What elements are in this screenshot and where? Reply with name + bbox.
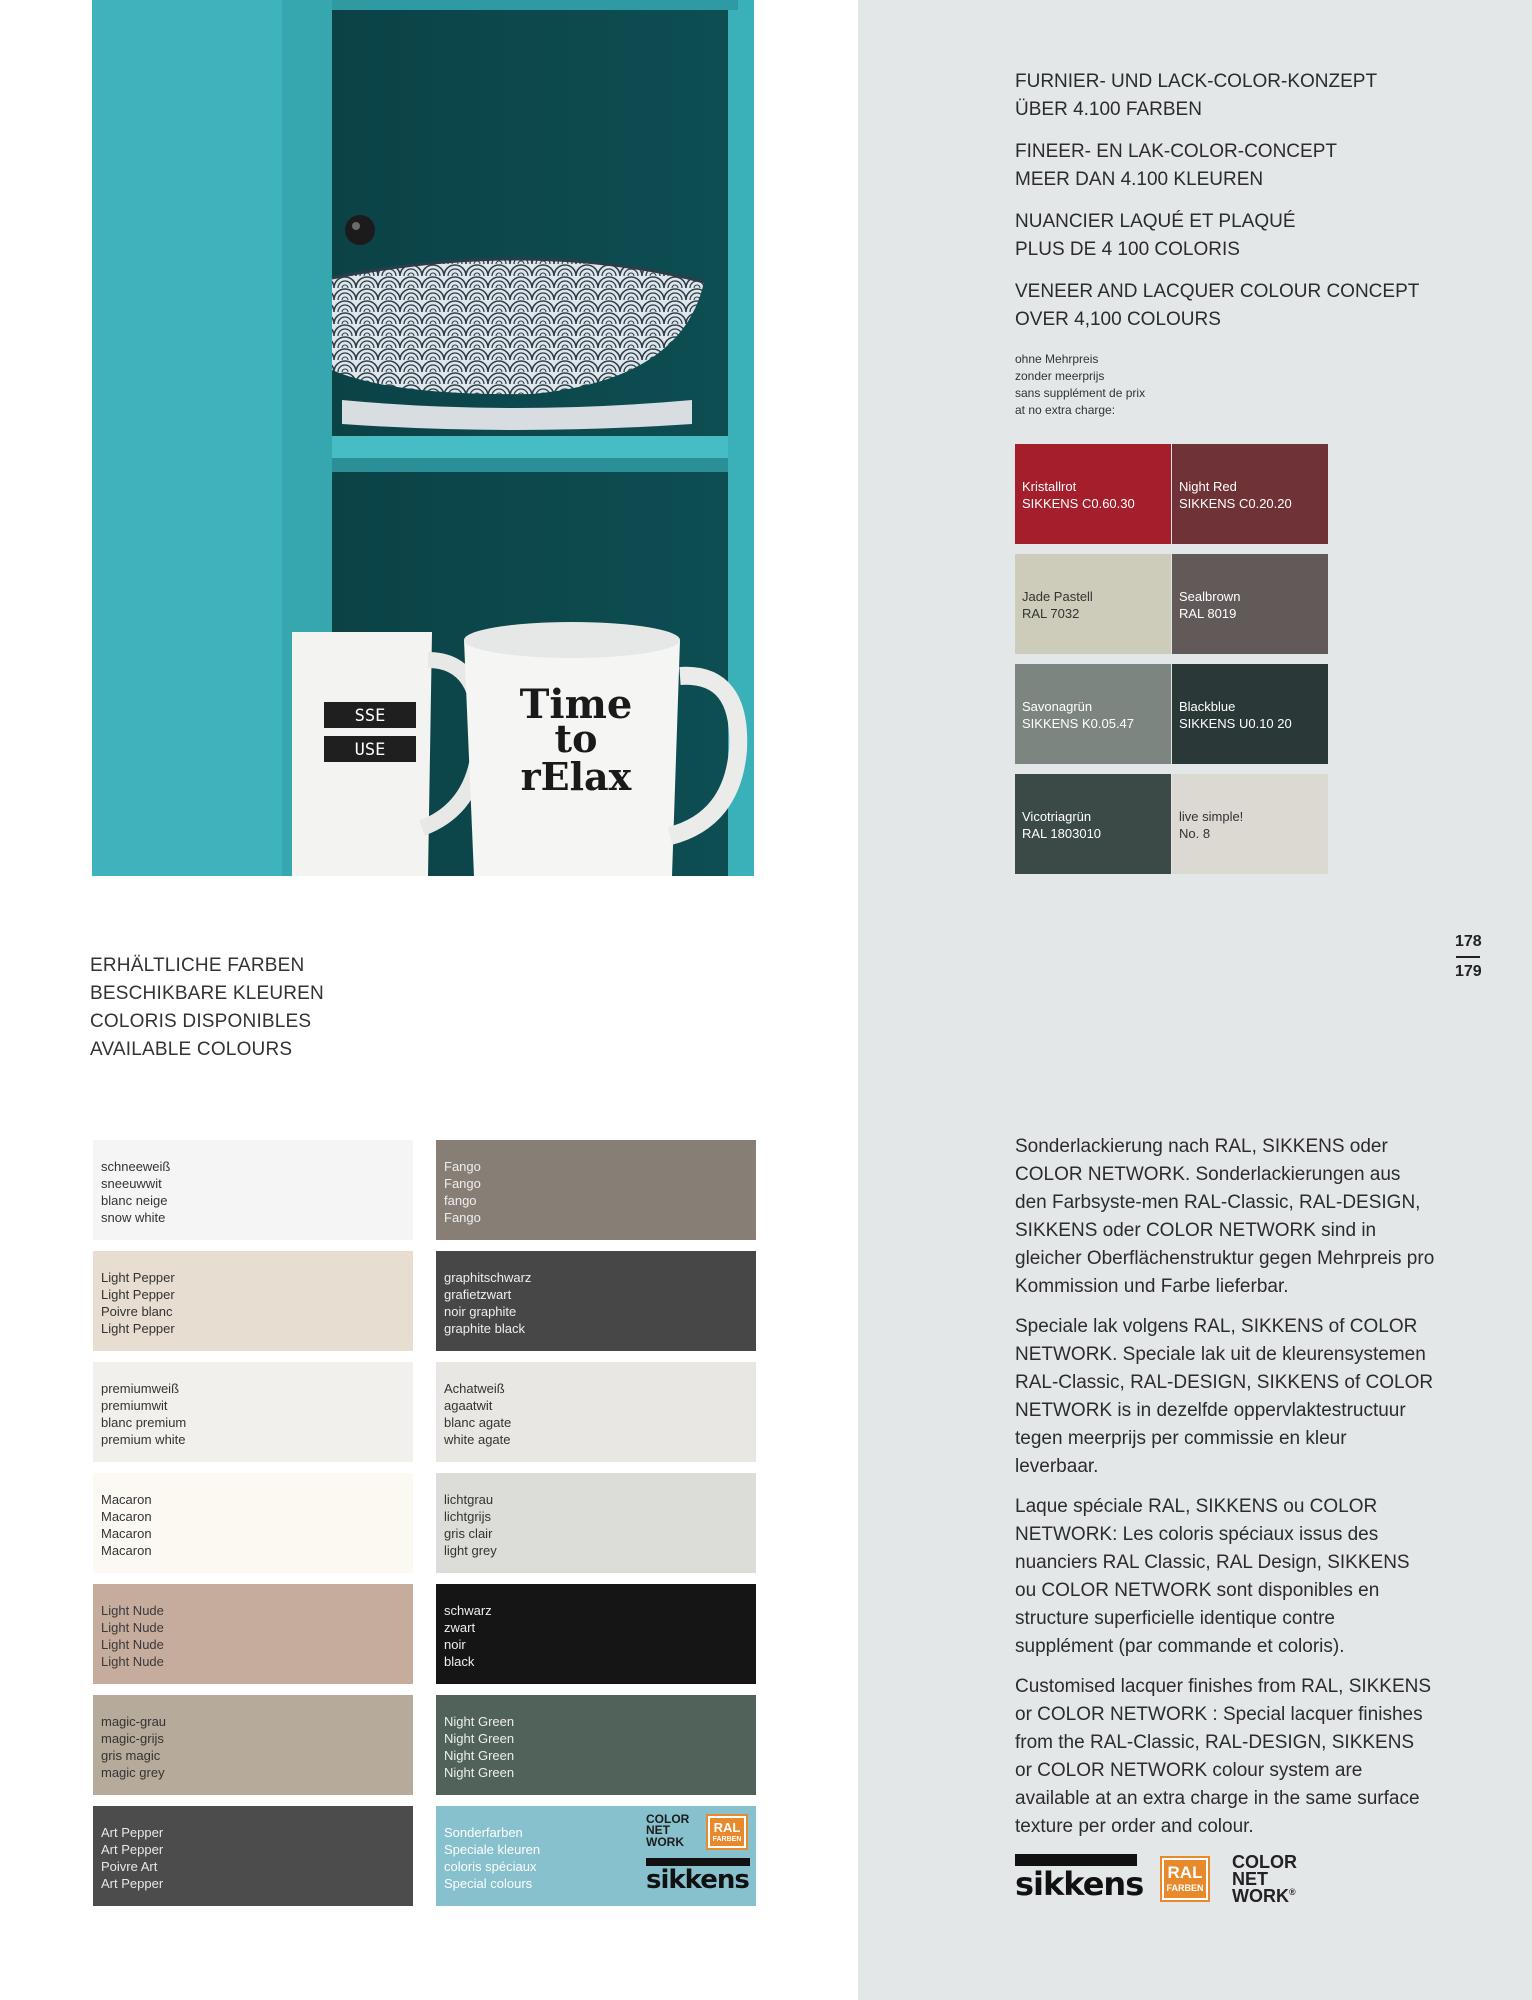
colour-tile	[1172, 444, 1328, 544]
heading-line-fr: COLORIS DISPONIBLES	[90, 1011, 312, 1032]
swatch-label-line: lichtgrijs	[444, 1509, 491, 1524]
tile-name: Kristallrot	[1022, 479, 1077, 494]
ral-small-logo: RAL FARBEN	[708, 1816, 746, 1848]
swatch-label-line: Achatweiß	[444, 1381, 505, 1396]
colour-tile	[1015, 444, 1171, 544]
heading-line-de: ERHÄLTLICHE FARBEN	[90, 955, 305, 976]
swatch-label-line: sneeuwwit	[101, 1176, 162, 1191]
available-colours-heading	[90, 952, 324, 1064]
swatch-label-line: gris magic	[101, 1748, 161, 1763]
swatch-label-line: Art Pepper	[101, 1876, 164, 1891]
swatch-label-line: lichtgrau	[444, 1492, 494, 1507]
heading-line-nl: BESCHIKBARE KLEUREN	[90, 983, 324, 1004]
swatch-label-line: magic grey	[101, 1765, 165, 1780]
swatch-label-line: white agate	[444, 1432, 511, 1447]
right-swatch	[436, 1695, 756, 1795]
swatch-label-line: Night Green	[444, 1748, 515, 1763]
swatch-label-line: black	[444, 1654, 475, 1669]
tile-code: RAL 1803010	[1022, 826, 1102, 841]
tile-code: SIKKENS C0.60.30	[1022, 496, 1135, 511]
swatch-label-line: schwarz	[444, 1603, 492, 1618]
concept-line: FINEER- EN LAK-COLOR-CONCEPT	[1015, 141, 1337, 162]
right-swatch	[436, 1140, 756, 1240]
swatch-label-line: premiumweiß	[101, 1381, 180, 1396]
swatch-label-line: light grey	[444, 1543, 497, 1558]
swatch-label-line: Poivre Art	[101, 1859, 158, 1874]
tile-code: RAL 7032	[1022, 606, 1080, 621]
mug-back-text-1: SSE	[354, 706, 386, 726]
concept-line: NUANCIER LAQUÉ ET PLAQUÉ	[1015, 211, 1296, 232]
no-extra-charge-note	[1015, 351, 1145, 419]
concept-line: FURNIER- UND LACK-COLOR-KONZEPT	[1015, 71, 1378, 92]
right-swatch	[436, 1362, 756, 1462]
left-swatch	[93, 1362, 413, 1462]
mug-text-line-3: rElax	[520, 754, 632, 799]
sikkens-logo: sikkens	[1015, 1854, 1137, 1902]
swatch-label-line: coloris spéciaux	[444, 1859, 537, 1874]
colour-tile	[1172, 664, 1328, 764]
shelf-photo	[92, 0, 754, 876]
heading-line-en: AVAILABLE COLOURS	[90, 1039, 293, 1060]
concept-line: PLUS DE 4 100 COLORIS	[1015, 239, 1240, 260]
page-number-right: 179	[1455, 963, 1482, 980]
concept-group	[1015, 138, 1435, 194]
colour-tile	[1015, 774, 1171, 874]
swatch-label-line: Sonderfarben	[444, 1825, 523, 1840]
swatch-label-line: fango	[444, 1193, 477, 1208]
left-swatch	[93, 1806, 413, 1906]
concept-group	[1015, 68, 1435, 124]
swatch-label-line: Art Pepper	[101, 1825, 164, 1840]
special-lacquer-text	[1015, 1133, 1435, 1853]
page-number-left: 178	[1455, 933, 1482, 950]
swatch-label-line: Macaron	[101, 1543, 152, 1558]
left-swatch	[93, 1695, 413, 1795]
swatch-label-line: Light Pepper	[101, 1287, 175, 1302]
swatch-label-line: blanc premium	[101, 1415, 187, 1430]
shelf-illustration	[92, 0, 754, 876]
swatch-label-line: Special colours	[444, 1876, 533, 1891]
note-line-nl: zonder meerprijs	[1015, 369, 1105, 383]
colour-tile	[1015, 554, 1171, 654]
left-swatch	[93, 1140, 413, 1240]
swatch-label-line: gris clair	[444, 1526, 493, 1541]
tile-code: SIKKENS U0.10 20	[1179, 716, 1292, 731]
swatch-label-line: noir graphite	[444, 1304, 517, 1319]
right-swatch	[436, 1251, 756, 1351]
swatch-label-line: magic-grau	[101, 1714, 167, 1729]
mug-text-line-1: Time	[519, 681, 633, 728]
swatch-label-line: Night Green	[444, 1714, 515, 1729]
swatch-label-line: Art Pepper	[101, 1842, 164, 1857]
swatch-label-line: premiumwit	[101, 1398, 168, 1413]
paragraph-nl: Speciale lak volgens RAL, SIKKENS of COLOR NETWORK. Speciale lak uit de kleurensystemen RAL-Classic, RAL-DESIGN, SIKKENS of COLOR NETWORK is in dezelfde oppervlaktestructuur tegen meerprijs per commissie en kleur leverbaar.	[1015, 1316, 1434, 1477]
note-line-en: at no extra charge:	[1015, 403, 1116, 417]
tile-name: Vicotriagrün	[1022, 809, 1092, 824]
right-swatch	[436, 1473, 756, 1573]
tile-name: Blackblue	[1179, 699, 1236, 714]
swatch-label-line: agaatwit	[444, 1398, 493, 1413]
swatch-label-line: Night Green	[444, 1765, 515, 1780]
swatch-label-line: Macaron	[101, 1509, 152, 1524]
swatch-label-line: Light Nude	[101, 1603, 164, 1618]
paragraph-fr: Laque spéciale RAL, SIKKENS ou COLOR NETWORK: Les coloris spéciaux issus des nuanciers RAL Classic, RAL Design, SIKKENS ou COLOR NETWORK sont disponibles en structure superficielle identique contre supplément (par commande et coloris).	[1015, 1496, 1410, 1657]
colornetwork-small-logo: COLOR NET WORK	[646, 1812, 690, 1849]
swatch-label-line: premium white	[101, 1432, 186, 1447]
swatch-label-line: blanc agate	[444, 1415, 512, 1430]
swatch-label-line: zwart	[444, 1620, 476, 1635]
paragraph-de: Sonderlackierung nach RAL, SIKKENS oder COLOR NETWORK. Sonderlackierungen aus den Farbsyste-men RAL-Classic, RAL-DESIGN, SIKKENS oder COLOR NETWORK sind in gleicher Oberflächenstruktur gegen Mehrpreis pro Kommission und Farbe lieferbar.	[1015, 1136, 1435, 1297]
page-numbers	[1455, 928, 1482, 986]
mug-back-text-2: USE	[354, 740, 386, 760]
colornetwork-logo: COLOR NET WORK®	[1232, 1852, 1297, 1907]
tile-code: No. 8	[1179, 826, 1211, 841]
left-swatch	[93, 1473, 413, 1573]
swatch-label-line: graphitschwarz	[444, 1270, 532, 1285]
swatch-label-line: Light Pepper	[101, 1270, 175, 1285]
tile-name: Savonagrün	[1022, 699, 1093, 714]
swatch-label-line: grafietzwart	[444, 1287, 512, 1302]
swatch-label-line: blanc neige	[101, 1193, 168, 1208]
right-swatch	[436, 1584, 756, 1684]
note-line-de: ohne Mehrpreis	[1015, 352, 1099, 366]
swatch-label-line: Light Nude	[101, 1637, 164, 1652]
swatch-label-line: schneeweiß	[101, 1159, 171, 1174]
paragraph-en: Customised lacquer finishes from RAL, SIKKENS or COLOR NETWORK : Special lacquer finishes from the RAL-Classic, RAL-DESIGN, SIKKENS or COLOR NETWORK colour system are available at an extra charge in the same surface texture per order and colour.	[1015, 1676, 1432, 1837]
swatch-label-line: Light Nude	[101, 1620, 164, 1635]
swatch-label-line: Poivre blanc	[101, 1304, 173, 1319]
tile-code: SIKKENS C0.20.20	[1179, 496, 1292, 511]
concept-line: MEER DAN 4.100 KLEUREN	[1015, 169, 1264, 190]
swatch-label-line: Fango	[444, 1210, 481, 1225]
left-swatch	[93, 1251, 413, 1351]
note-line-fr: sans supplément de prix	[1015, 386, 1146, 400]
swatch-label-line: Night Green	[444, 1731, 515, 1746]
swatch-label-line: snow white	[101, 1210, 166, 1225]
colour-concept-block	[1015, 68, 1435, 348]
concept-line: VENEER AND LACQUER COLOUR CONCEPT	[1015, 281, 1420, 302]
colour-tile	[1015, 664, 1171, 764]
tile-name: Jade Pastell	[1022, 589, 1093, 604]
swatch-label-line: noir	[444, 1637, 466, 1652]
ral-logo: RAL FARBEN	[1162, 1858, 1208, 1900]
swatch-label-line: Macaron	[101, 1492, 152, 1507]
special-colours-logos	[646, 1812, 750, 1900]
mug-text-line-2: to	[554, 716, 598, 761]
colour-tile	[1172, 774, 1328, 874]
concept-line: OVER 4,100 COLOURS	[1015, 309, 1221, 330]
concept-group	[1015, 278, 1435, 334]
tile-code: SIKKENS K0.05.47	[1022, 716, 1135, 731]
tile-name: Sealbrown	[1179, 589, 1241, 604]
concept-line: ÜBER 4.100 FARBEN	[1015, 99, 1202, 120]
left-swatch	[93, 1584, 413, 1684]
swatch-label-line: Macaron	[101, 1526, 152, 1541]
colour-tile	[1172, 554, 1328, 654]
swatch-label-line: Fango	[444, 1159, 481, 1174]
concept-group	[1015, 208, 1435, 264]
tile-name: live simple!	[1179, 809, 1244, 824]
swatch-label-line: graphite black	[444, 1321, 525, 1336]
tile-name: Night Red	[1179, 479, 1237, 494]
swatch-label-line: Light Pepper	[101, 1321, 175, 1336]
swatch-label-line: Fango	[444, 1176, 481, 1191]
swatch-label-line: Speciale kleuren	[444, 1842, 541, 1857]
sikkens-small-logo: sikkens	[646, 1858, 750, 1894]
swatch-label-line: Light Nude	[101, 1654, 164, 1669]
tile-code: RAL 8019	[1179, 606, 1237, 621]
swatch-label-line: magic-grijs	[101, 1731, 164, 1746]
